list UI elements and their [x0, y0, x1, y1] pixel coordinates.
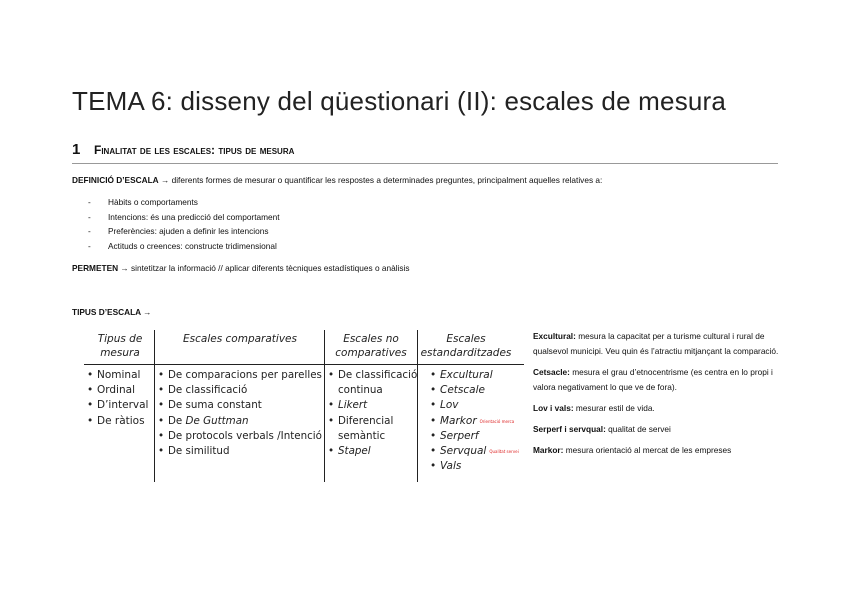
col-tipus: [87, 368, 148, 429]
header-comparatives: Escales comparatives: [183, 333, 297, 345]
section-number: 1: [72, 141, 81, 158]
header-estandarditzades: Escales estandarditzades: [420, 333, 512, 359]
scales-table: [84, 330, 524, 482]
list-item: • Stapel: [328, 445, 371, 458]
description-item: Lov i vals: mesurar estil de vida.: [533, 403, 655, 413]
list-item: • De similitud: [158, 445, 230, 458]
annotation-note: Qualitat servei: [489, 449, 519, 455]
description-item: Excultural: mesura la capacitat per a turisme cultural i rural de qualsevol municipi. Veu quin és l’atractiu mitjançant la comparació.: [533, 331, 779, 356]
list-item: • De classificació: [158, 384, 248, 397]
description-item: Cetsacle: mesura el grau d’etnocentrisme (es centra en lo propi i valora negativament lo que ve de fora).: [533, 367, 773, 392]
list-item: • Vals: [430, 460, 462, 473]
list-item: continua: [338, 384, 383, 397]
list-item: • Excultural: [430, 369, 493, 381]
table-divider: [154, 330, 155, 482]
section-heading: [72, 141, 778, 164]
col-no-comparatives: [328, 368, 417, 459]
table-divider: [84, 364, 524, 365]
list-item: - Preferències: ajuden a definir les intencions: [88, 224, 280, 239]
list-item: • De suma constant: [158, 399, 262, 412]
list-item: • Likert: [328, 399, 368, 412]
list-item: • Nominal: [87, 369, 141, 381]
list-item: • De ràtios: [87, 414, 145, 427]
list-item: • Cetscale: [430, 384, 485, 397]
description-item: Serperf i servqual: qualitat de servei: [533, 424, 671, 434]
list-item: - Intencions: és una predicció del comportament: [88, 210, 280, 225]
scale-descriptions: [533, 329, 783, 464]
list-item: • Ordinal: [87, 384, 135, 397]
header-no-comparatives: Escales no comparatives: [335, 333, 407, 359]
list-item: • De comparacions per parelles: [158, 369, 322, 381]
list-item: • D’interval: [87, 399, 149, 412]
annotation-note: Orientació merca: [479, 418, 515, 424]
definition-line: [72, 175, 602, 185]
definition-list: [88, 195, 280, 253]
list-item: • Markor $^{Orientació merca}$: [430, 414, 515, 427]
header-tipus: Tipus de mesura: [97, 333, 143, 359]
page-title: TEMA 6: disseny del qüestionari (II): escales de mesura: [72, 86, 727, 116]
list-item: • Serperf: [430, 429, 479, 442]
section-title: Finalitat de les escales: tipus de mesura: [94, 143, 295, 157]
definition-label: DEFINICIÓ D’ESCALA: [72, 175, 159, 185]
col-estandarditzades: [430, 368, 519, 474]
list-item: semàntic: [338, 429, 386, 442]
permeten-label: PERMETEN: [72, 263, 119, 273]
table-divider: [324, 330, 325, 482]
definition-text: → diferents formes de mesurar o quantificar les respostes a determinades preguntes, principalment aquelles relatives a:: [158, 175, 603, 185]
col-comparatives: [158, 368, 322, 459]
list-item: • Servqual $^{Qualitat servei}$: [430, 445, 519, 458]
list-item: • De protocols verbals /Intenció: [158, 429, 322, 442]
permeten-line: [72, 263, 410, 273]
description-item: Markor: mesura orientació al mercat de les empreses: [533, 445, 732, 455]
list-item: • Diferencial: [328, 414, 394, 427]
permeten-text: → sintetitzar la informació // aplicar diferents tècniques estadístiques o anàlisis: [118, 263, 410, 273]
list-item: - Actituds o creences: constructe tridimensional: [88, 239, 280, 254]
list-item: - Hàbits o comportaments: [88, 195, 280, 210]
list-item: • Lov: [430, 399, 459, 412]
tipus-label: TIPUS D’ESCALA →: [72, 307, 152, 317]
list-item: • De De Guttman: [158, 414, 249, 427]
list-item: • De classificació: [328, 369, 418, 381]
